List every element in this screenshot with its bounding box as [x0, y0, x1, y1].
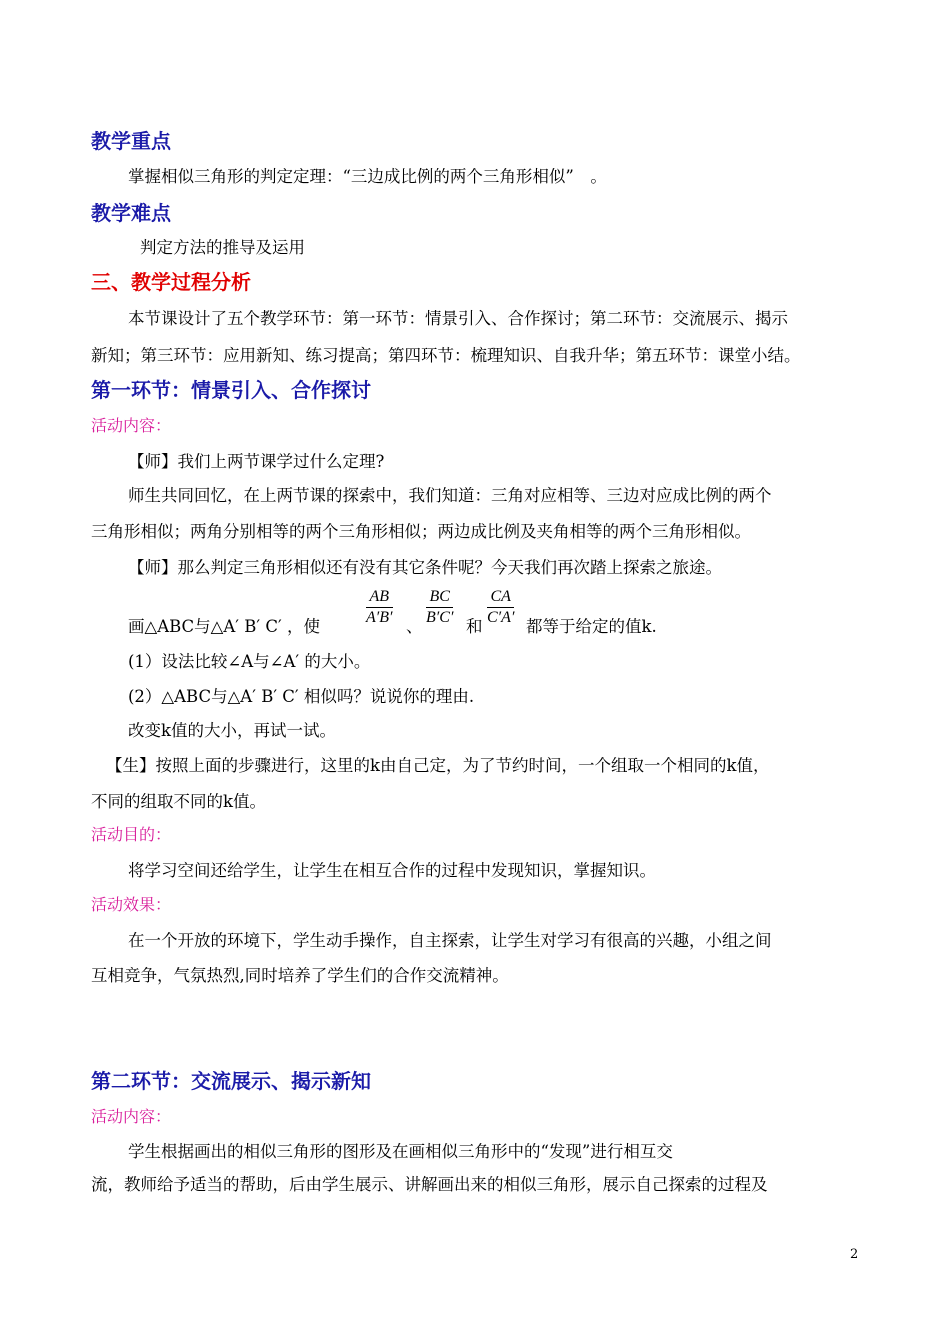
fraction-bc: [426, 588, 453, 627]
stage1-purpose-text: 将学习空间还给学生，让学生在相互合作的过程中发现知识，掌握知识。: [128, 861, 656, 880]
stage1-purpose-label: 活动目的：: [91, 825, 172, 844]
fraction-bc-numerator: BC: [426, 588, 453, 608]
draw-instruction-prefix: 画△ABC与△A′ B′ C′ ，使: [128, 617, 320, 636]
student-line1: 【生】按照上面的步骤进行，这里的k由自己定，为了节约时间，一个组取一个相同的k值，: [106, 756, 770, 775]
teacher-question-1: 【师】我们上两节课学过什么定理?: [128, 452, 385, 471]
fraction-ab-denominator: A′B′: [366, 609, 393, 626]
stage2-content-line2: 流，教师给予适当的帮助，后由学生展示、讲解画出来的相似三角形，展示自己探索的过程及: [91, 1175, 768, 1194]
draw-separator-1: 、: [406, 617, 423, 636]
stage1-effect-line1: 在一个开放的环境下，学生动手操作，自主探索，让学生对学习有很高的兴趣，小组之间: [128, 931, 772, 950]
draw-separator-2: 和: [466, 617, 483, 636]
fraction-ca-numerator: CA: [487, 588, 514, 608]
stage1-content-label: 活动内容：: [91, 416, 172, 435]
difficulty-text: 判定方法的推导及运用: [140, 238, 305, 257]
recall-line1: 师生共同回忆，在上两节课的探索中，我们知道：三角对应相等、三边对应成比例的两个: [128, 486, 772, 505]
stage2-content-line1: 学生根据画出的相似三角形的图形及在画相似三角形中的“发现”进行相互交: [128, 1142, 673, 1161]
fraction-ca: [487, 588, 514, 627]
change-k-text: 改变k值的大小，再试一试。: [128, 721, 336, 740]
stage1-effect-label: 活动效果：: [91, 895, 172, 914]
student-line2: 不同的组取不同的k值。: [91, 792, 266, 811]
stage2-heading: 第二环节：交流展示、揭示新知: [91, 1069, 371, 1093]
page-number: 2: [850, 1247, 859, 1262]
fraction-ab: [366, 588, 393, 627]
key-point-text: 掌握相似三角形的判定定理：“三边成比例的两个三角形相似” 。: [128, 167, 607, 186]
fraction-ca-denominator: C′A′: [487, 609, 515, 626]
stage1-effect-line2: 互相竞争，气氛热烈,同时培养了学生们的合作交流精神。: [91, 966, 509, 985]
teacher-question-2: 【师】那么判定三角形相似还有没有其它条件呢？今天我们再次踏上探索之旅途。: [128, 558, 722, 577]
fraction-bc-denominator: B′C′: [426, 609, 454, 626]
key-point-heading: 教学重点: [91, 129, 171, 153]
stage1-heading: 第一环节：情景引入、合作探讨: [91, 378, 371, 402]
fraction-ab-numerator: AB: [366, 588, 393, 608]
process-heading: 三、教学过程分析: [91, 270, 251, 294]
difficulty-heading: 教学难点: [91, 201, 171, 225]
process-paragraph-line1: 本节课设计了五个教学环节：第一环节：情景引入、合作探讨；第二环节：交流展示、揭示: [128, 309, 788, 328]
process-paragraph-line2: 新知；第三环节：应用新知、练习提高；第四环节：梳理知识、自我升华；第五环节：课堂小结。: [91, 346, 801, 365]
recall-line2: 三角形相似；两角分别相等的两个三角形相似；两边成比例及夹角相等的两个三角形相似。: [91, 522, 751, 541]
step-1: (1）设法比较∠A与∠A′ 的大小。: [128, 652, 371, 671]
stage2-content-label: 活动内容：: [91, 1107, 172, 1126]
draw-instruction-suffix: 都等于给定的值k.: [526, 617, 657, 636]
step-2: (2）△ABC与△A′ B′ C′ 相似吗？说说你的理由.: [128, 687, 475, 706]
